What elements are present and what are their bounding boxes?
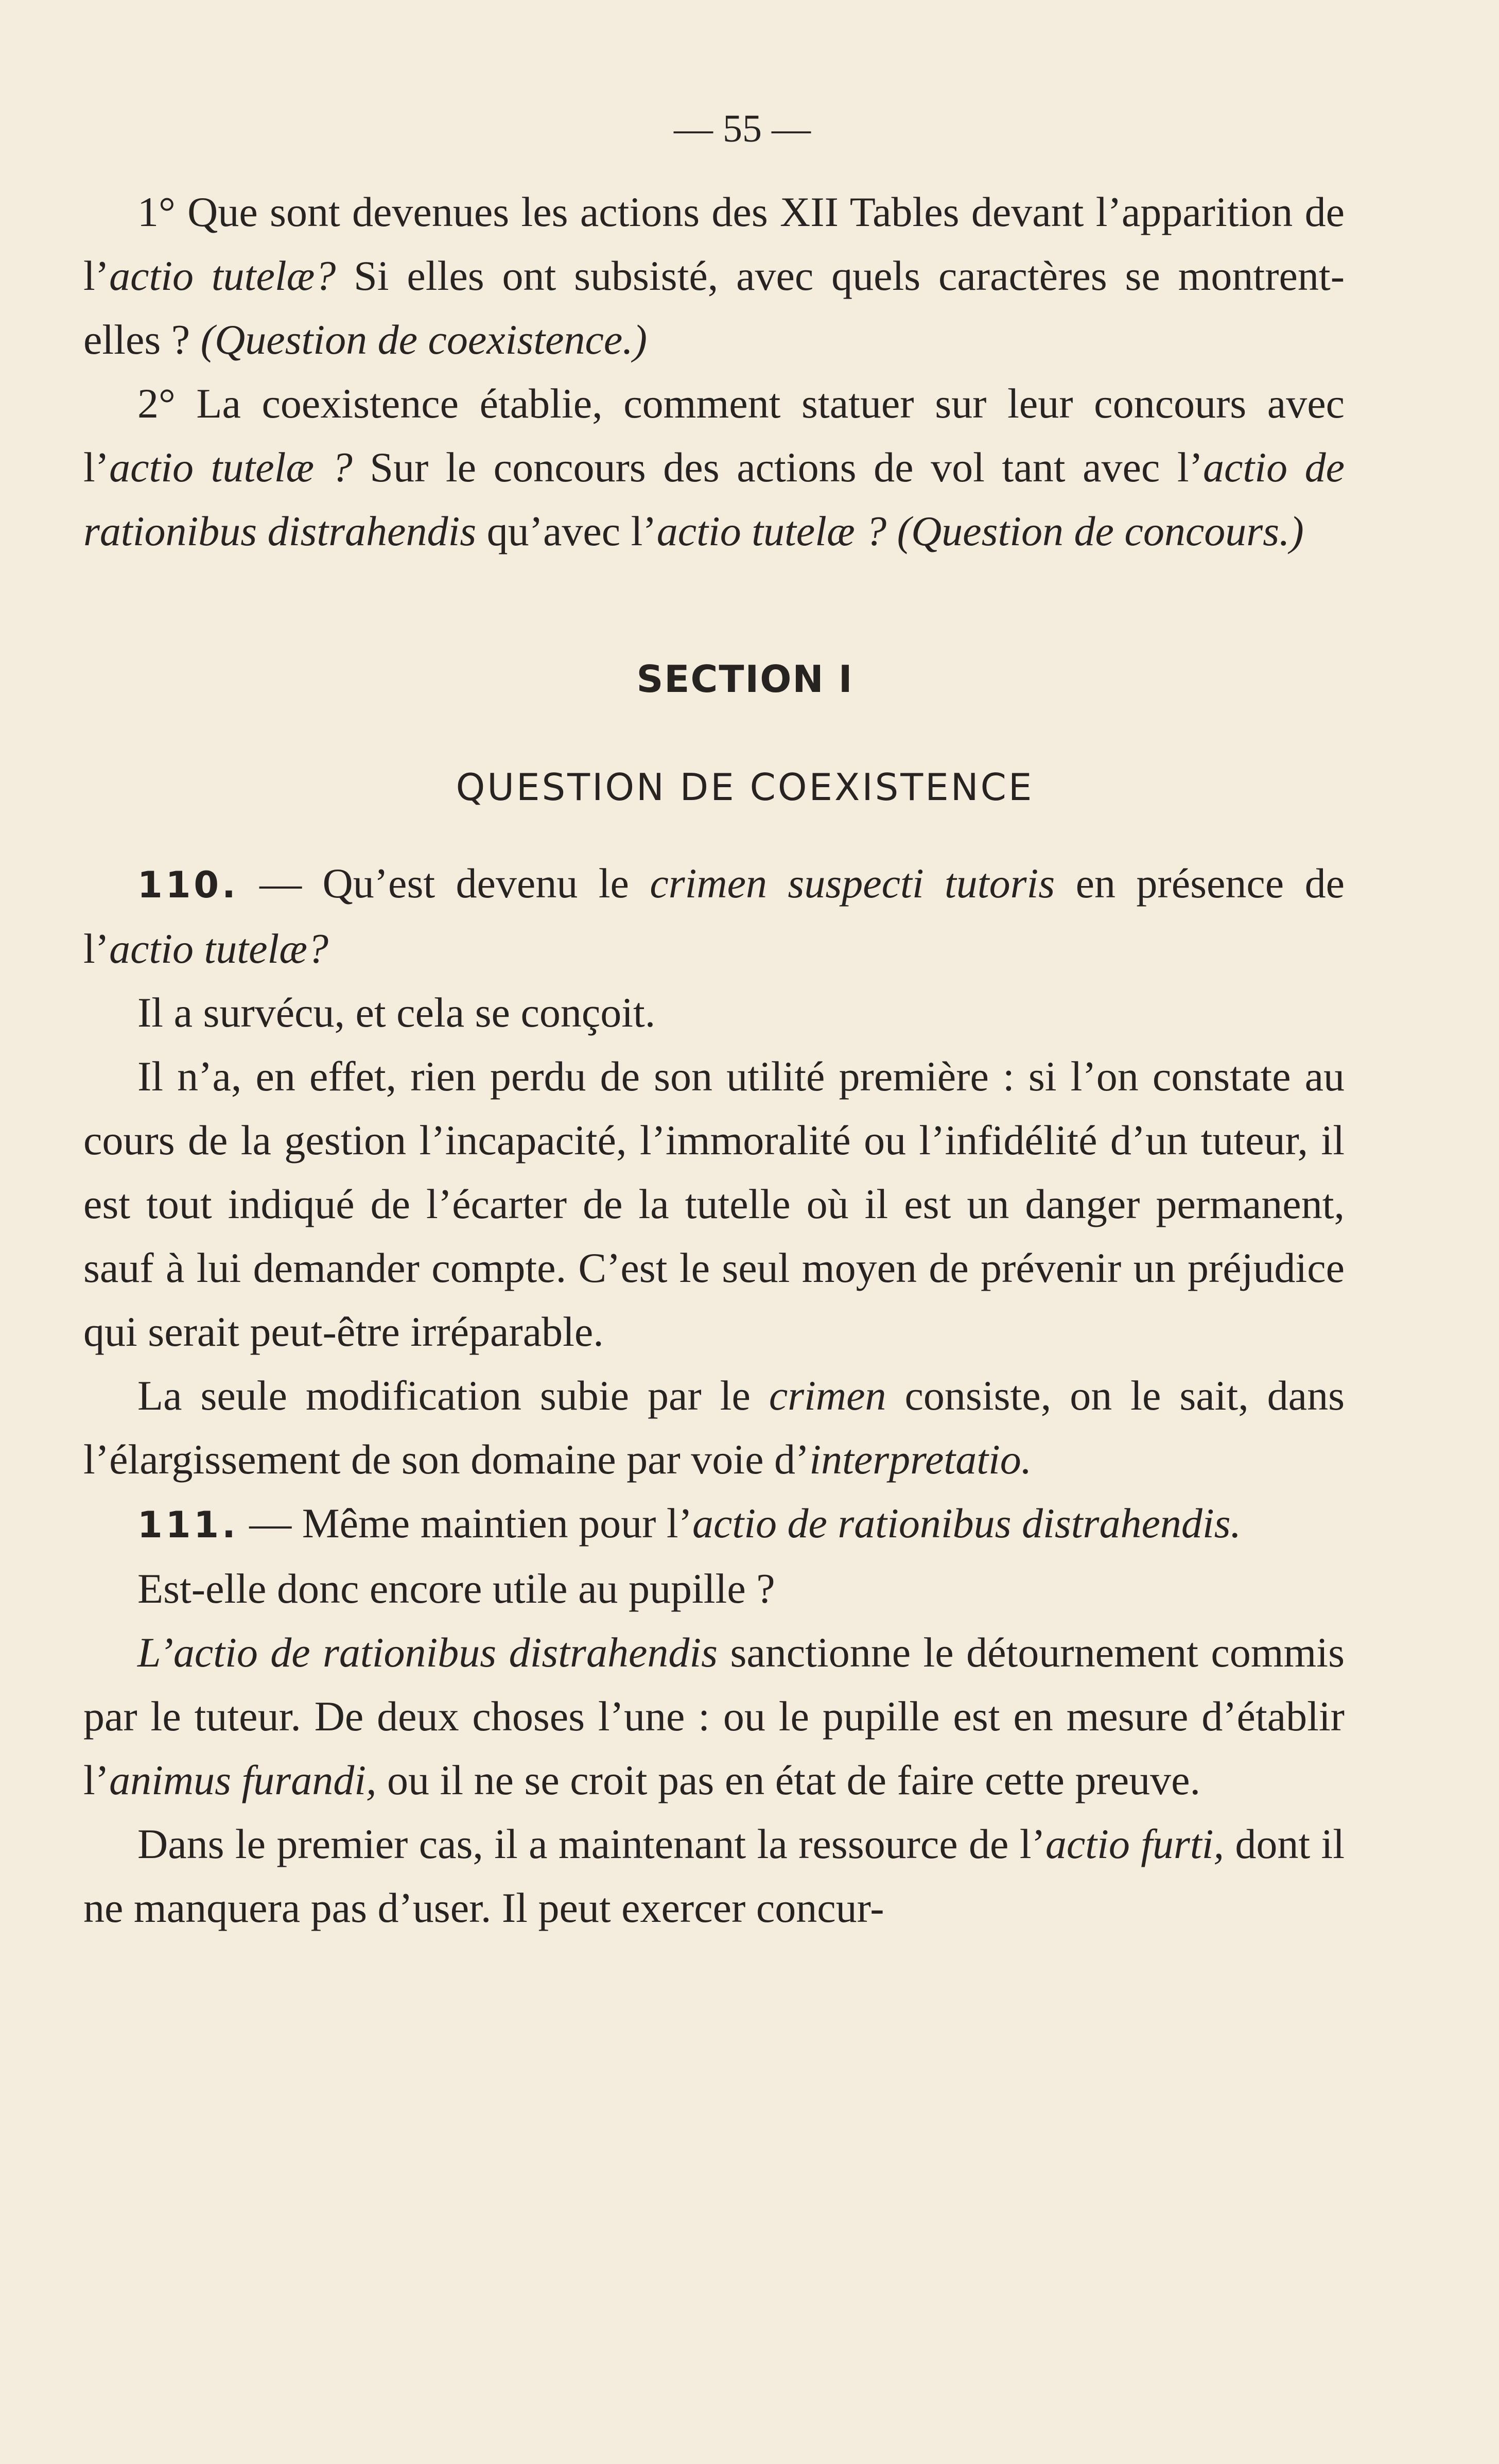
page-number: — 55 —	[674, 107, 811, 150]
question-one: 1° Que sont devenues les actions des XII Tables devant l’apparition de l’actio tutelæ? Si elles ont subsisté, avec quels caractères se montrent-elles ? (Question de coexistence.)	[83, 188, 1345, 363]
paragraph-110: 110. — Qu’est devenu le crimen suspecti tutoris en présence de l’actio tutelæ?	[83, 860, 1345, 972]
paragraph-number: 111.	[137, 1504, 239, 1546]
section-heading: SECTION I	[636, 657, 853, 701]
paragraph-sanction: L’actio de rationibus distrahendis sanctionne le détournement commis par le tuteur. De deux choses l’une : ou le pupille est en mesure d’établir l’animus furandi, ou il ne se croit pas en état de faire cette preuve.	[83, 1629, 1345, 1803]
paragraph-survecu: Il a survécu, et cela se conçoit.	[137, 989, 656, 1036]
paragraph-premier-cas: Dans le premier cas, il a maintenant la ressource de l’actio furti, dont il ne manquera pas d’user. Il peut exercer concur-	[83, 1820, 1345, 1931]
paragraph-modification: La seule modification subie par le crimen consiste, on le sait, dans l’élargissement de son domaine par voie d’interpretatio.	[83, 1372, 1345, 1483]
paragraph-utile: Est-elle donc encore utile au pupille ?	[137, 1565, 775, 1612]
question-two: 2° La coexistence établie, comment statuer sur leur concours avec l’actio tutelæ ? Sur le concours des actions de vol tant avec l’actio de rationibus distrahendis qu’avec l’actio tutelæ ? (Question de concours.)	[83, 380, 1345, 554]
section-subheading: QUESTION DE COEXISTENCE	[456, 766, 1034, 809]
paragraph-111: 111. — Même maintien pour l’actio de rationibus distrahendis.	[137, 1500, 1242, 1547]
paragraph-number: 110.	[137, 864, 239, 906]
paragraph-effet: Il n’a, en effet, rien perdu de son utilité première : si l’on constate au cours de la gestion l’incapacité, l’immoralité ou l’infidélité d’un tuteur, il est tout indiqué de l’écarter de la tutelle où il est un danger permanent, sauf à lui demander compte. C’est le seul moyen de prévenir un préjudice qui serait peut-être irréparable.	[83, 1053, 1345, 1355]
